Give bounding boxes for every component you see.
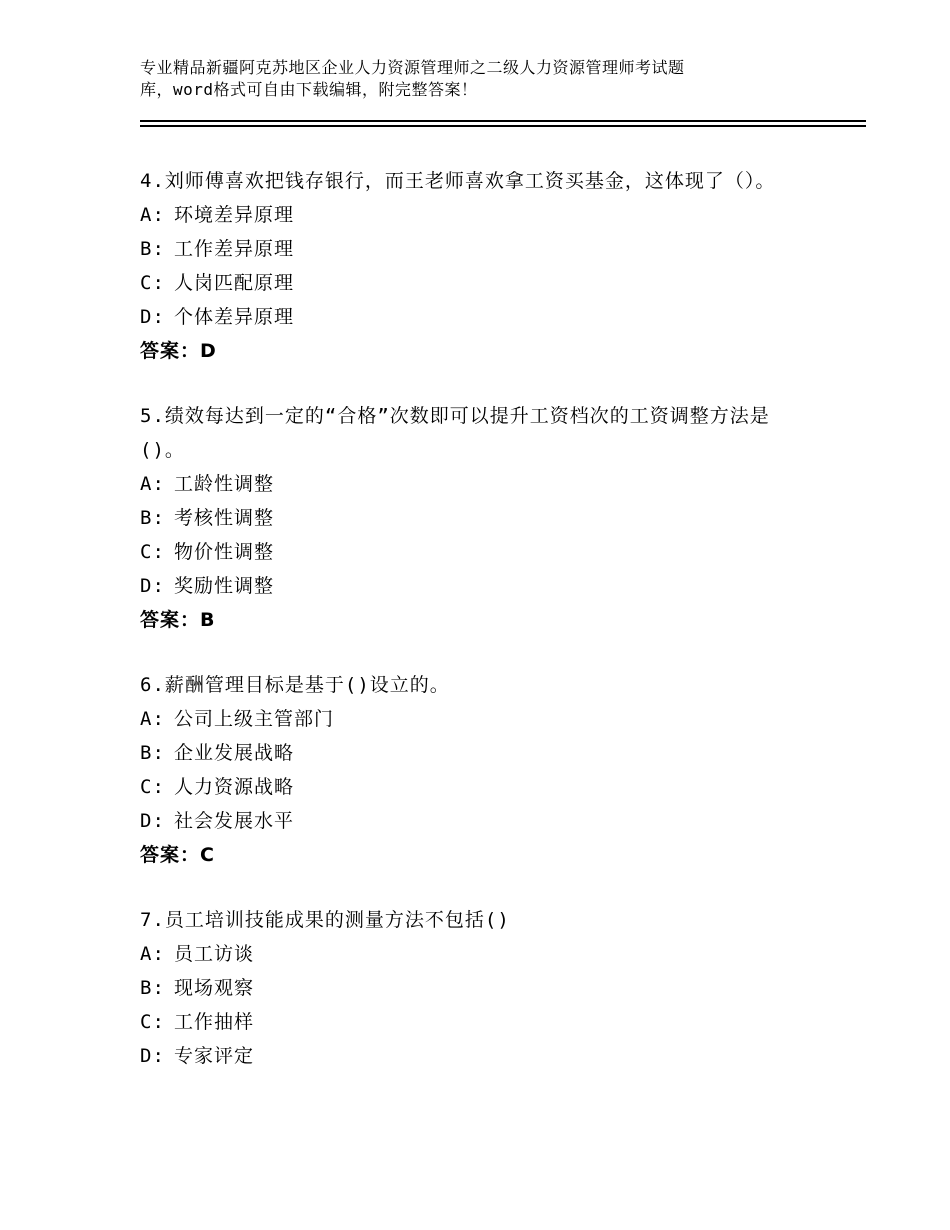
option-text: 个体差异原理	[174, 306, 295, 328]
option-text: 奖励性调整	[174, 575, 275, 597]
question-text: 7.员工培训技能成果的测量方法不包括()	[140, 909, 510, 931]
option-text: 环境差异原理	[174, 204, 295, 226]
option-text: 现场观察	[174, 977, 255, 999]
question-4	[140, 164, 800, 368]
document-header	[140, 57, 780, 101]
question-list	[140, 164, 800, 1104]
option-text: 公司上级主管部门	[174, 708, 335, 730]
option-text: 社会发展水平	[174, 810, 295, 832]
option-text: 人力资源战略	[174, 776, 295, 798]
option-text: 物价性调整	[174, 541, 275, 563]
option-letter: D:	[140, 306, 165, 328]
answer-label: 答案：C	[140, 844, 215, 866]
header-line-2: 库，word格式可自由下载编辑，附完整答案！	[140, 80, 478, 99]
question-text: 4.刘师傅喜欢把钱存银行，而王老师喜欢拿工资买基金，这体现了（）。	[140, 170, 776, 192]
question-text: 6.薪酬管理目标是基于()设立的。	[140, 674, 450, 696]
option-a	[140, 467, 800, 501]
header-divider-top	[140, 120, 866, 122]
option-letter: D:	[140, 1045, 165, 1067]
option-letter: C:	[140, 541, 165, 563]
option-a	[140, 702, 800, 736]
option-text: 考核性调整	[174, 507, 275, 529]
option-letter: A:	[140, 943, 165, 965]
option-b	[140, 736, 800, 770]
option-a	[140, 198, 800, 232]
option-c	[140, 1005, 800, 1039]
option-letter: D:	[140, 810, 165, 832]
option-letter: D:	[140, 575, 165, 597]
option-letter: C:	[140, 272, 165, 294]
option-letter: A:	[140, 708, 165, 730]
option-letter: B:	[140, 742, 165, 764]
option-text: 人岗匹配原理	[174, 272, 295, 294]
header-line-1: 专业精品新疆阿克苏地区企业人力资源管理师之二级人力资源管理师考试题	[140, 58, 685, 77]
question-text: 5.绩效每达到一定的“合格”次数即可以提升工资档次的工资调整方法是()。	[140, 405, 770, 461]
option-letter: C:	[140, 776, 165, 798]
option-text: 工龄性调整	[174, 473, 275, 495]
answer-label: 答案：D	[140, 340, 217, 362]
option-d	[140, 300, 800, 334]
option-c	[140, 266, 800, 300]
option-text: 专家评定	[174, 1045, 255, 1067]
option-c	[140, 535, 800, 569]
answer-label: 答案：B	[140, 609, 216, 631]
option-d	[140, 1039, 800, 1073]
option-text: 员工访谈	[174, 943, 255, 965]
option-d	[140, 569, 800, 603]
option-letter: A:	[140, 204, 165, 226]
option-letter: A:	[140, 473, 165, 495]
option-letter: B:	[140, 977, 165, 999]
option-d	[140, 804, 800, 838]
option-text: 工作抽样	[174, 1011, 255, 1033]
option-letter: B:	[140, 507, 165, 529]
option-letter: C:	[140, 1011, 165, 1033]
question-6	[140, 668, 800, 872]
option-letter: B:	[140, 238, 165, 260]
question-7	[140, 903, 800, 1073]
option-c	[140, 770, 800, 804]
option-b	[140, 501, 800, 535]
header-divider-bottom	[140, 125, 866, 127]
question-5	[140, 399, 800, 637]
option-a	[140, 937, 800, 971]
option-b	[140, 232, 800, 266]
option-text: 工作差异原理	[174, 238, 295, 260]
option-b	[140, 971, 800, 1005]
option-text: 企业发展战略	[174, 742, 295, 764]
